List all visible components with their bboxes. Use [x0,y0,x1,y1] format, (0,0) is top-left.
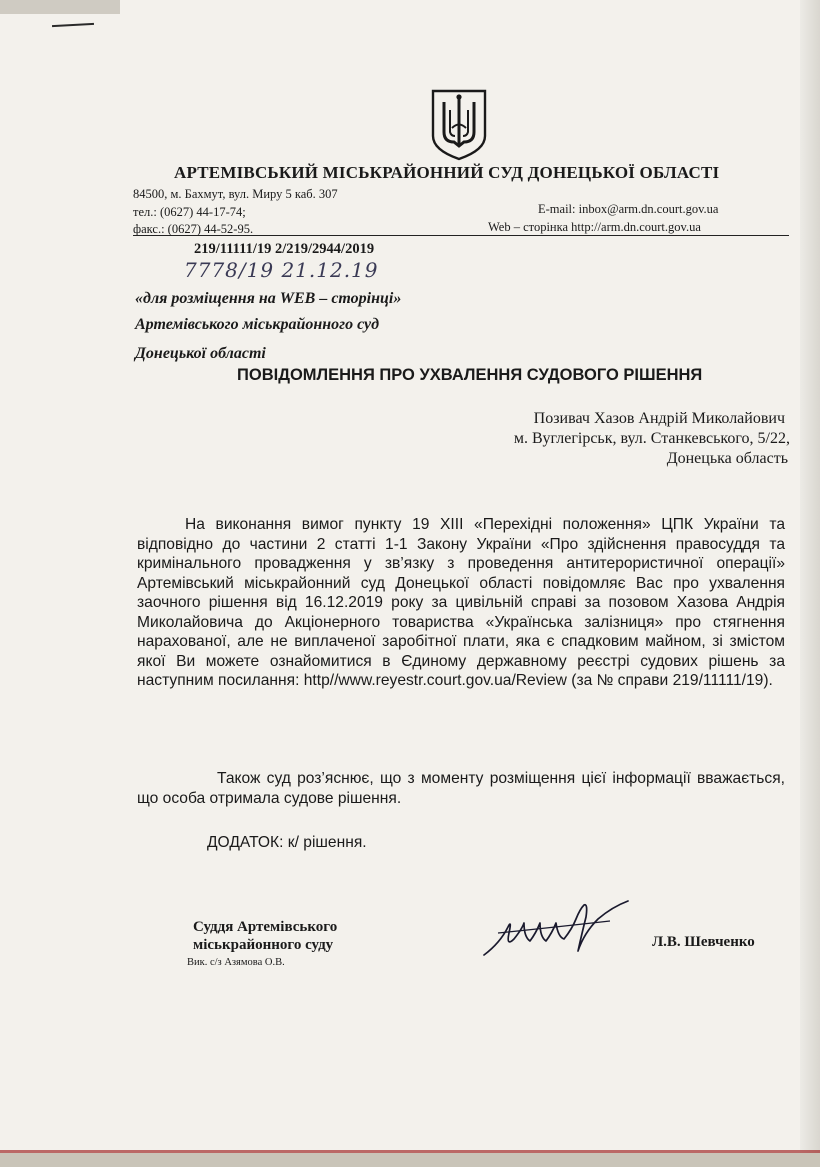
judge-title-line1: Суддя Артемівського [193,919,338,935]
header-rule [133,235,789,236]
court-phone: тел.: (0627) 44-17-74; [133,205,246,219]
scan-background-bottom [0,1153,820,1167]
main-paragraph [137,515,785,691]
court-address: 84500, м. Бахмут, вул. Миру 5 каб. 307 [133,187,338,201]
document-title: ПОВІДОМЛЕННЯ ПРО УХВАЛЕННЯ СУДОВОГО РІШЕННЯ [237,366,703,384]
plaintiff-address: м. Вуглегірськ, вул. Станкевського, 5/22, [513,430,790,447]
plaintiff-name: Позивач Хазов Андрій Миколайович [533,410,785,427]
court-fax: факс.: (0627) 44-52-95. [133,222,254,236]
plaintiff-region: Донецька область [666,450,788,467]
court-email: E-mail: inbox@arm.dn.court.gov.ua [538,202,719,216]
recipient-court-line2: Донецької області [135,345,266,362]
court-website: Web – сторінка http://arm.dn.court.gov.ua [488,220,701,234]
scan-shadow-right [800,0,820,1167]
second-paragraph [137,769,785,808]
for-web-label: «для розміщення на WEB – сторінці» [135,290,402,307]
coat-of-arms-icon [430,88,488,162]
court-name: АРТЕМІВСЬКИЙ МІСЬКРАЙОННИЙ СУД ДОНЕЦЬКОЇ ОБЛАСТІ [174,163,720,182]
judge-name: Л.В. Шевченко [652,934,755,950]
case-numbers: 219/11111/19 2/219/2944/2019 [194,241,375,257]
judge-title-line2: міськрайонного суду [193,937,334,953]
signature-mark [478,893,638,965]
paragraph-explanation: Також суд роз’яснює, що з моменту розміщення цієї інформації вважається, що особа отримала судове рішення. [137,770,785,807]
scan-background-corner [0,0,120,14]
recipient-court-line1: Артемівського міськрайонного суд [135,316,380,333]
handwritten-registration: 7778/19 21.12.19 [184,258,379,282]
attachment-note: ДОДАТОК: к/ рішення. [207,834,367,851]
paragraph-notice: На виконання вимог пункту 19 XIII «Перехідні положення» ЦПК України та відповідно до частини 2 статті 1-1 Закону України «Про здійснення правосуддя та кримінального провадження у зв’язку з проведення антитерористичної операції» Артемівський міськрайонний суд Донецької області повідомляє Вас про ухвалення заочного рішення від 16.12.2019 року за цивільній справі за позовом Хазова Андрія Миколайовича до Акціонерного товариства «Українська залізниця» про стягнення нарахованої, але не виплаченої заробітної плати, яка є спадковим майном, зі змістом якої Ви можете ознайомитися в Єдиному державному реєстрі судових рішень за наступним посилання: http//www.reyestr.court.gov.ua/Review (за № справи 219/11111/19). [137,516,785,689]
executor-note: Вик. с/з Азямова О.В. [187,957,285,968]
